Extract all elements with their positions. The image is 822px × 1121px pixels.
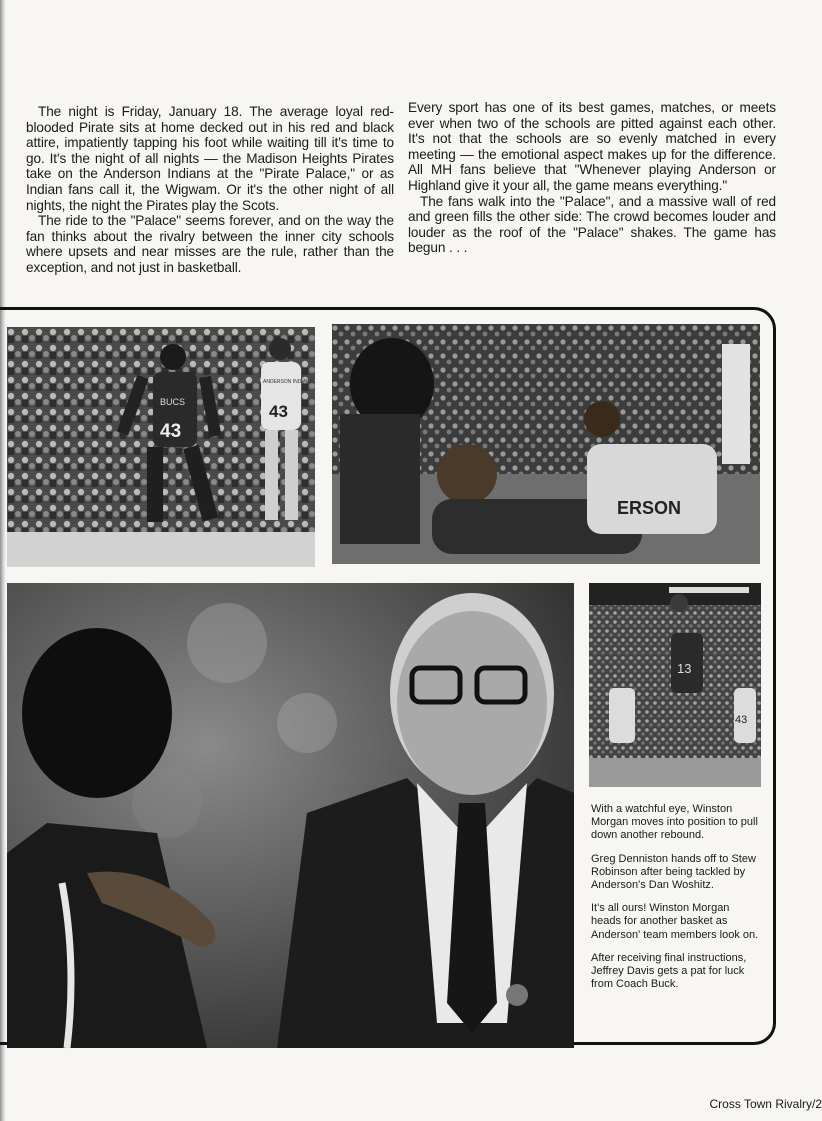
paragraph-2: The ride to the "Palace" seems forever, and on the way the fan thinks about the rivalry between the inner city schools where upsets and near misses are the rule, rather than the exception, and not just in basketball. <box>26 213 394 275</box>
caption-coach: After receiving final instructions, Jeffrey Davis gets a pat for luck from Coach Buck. <box>591 951 747 991</box>
jersey-anderson-text: ANDERSON INDIANS <box>263 379 314 385</box>
article-right-column <box>408 100 776 256</box>
jersey-number-13: 13 <box>677 661 692 676</box>
photo-captions <box>591 803 761 1001</box>
photo-rebound-position <box>7 327 315 567</box>
jersey-bucs-text: BUCS <box>160 397 186 407</box>
paragraph-4: The fans walk into the "Palace", and a massive wall of red and green fills the other side: The crowd becomes louder and louder as the roof of the "Palace" shakes. The game has begun . . . <box>408 193 776 256</box>
paragraph-1: The night is Friday, January 18. The average loyal red-blooded Pirate sits at home decked out in his red and black attire, impatiently tapping his foot while waiting till it's time to go. It's the night of all nights — the Madison Heights Pirates take on the Anderson Indians at the "Pirate Palace," or as Indian fans call it, the Wigwam. Or it's the other night of all nights, the night the Pirates play the Scots. <box>26 104 394 213</box>
photo-floor-scramble <box>332 324 760 564</box>
jersey-number-43: 43 <box>735 714 748 726</box>
jersey-number-43-light: 43 <box>269 402 288 421</box>
photo-rebound-image <box>7 327 315 567</box>
photo-coach-instructions <box>7 583 574 1048</box>
page-footer: Cross Town Rivalry/2 <box>709 1097 822 1111</box>
photo-scramble-image <box>332 324 760 564</box>
caption-rebound: With a watchful eye, Winston Morgan moves into position to pull down another rebound. <box>591 803 758 842</box>
caption-basket: It's all ours! Winston Morgan heads for another basket as Anderson' team members look on. <box>591 902 759 941</box>
article-left-column <box>26 104 394 276</box>
jersey-number-43-dark: 43 <box>160 421 182 442</box>
caption-handoff: Greg Denniston hands off to Stew Robinson after being tackled by Anderson's Dan Woshitz. <box>591 852 756 892</box>
jersey-anderson-partial: ERSON <box>617 498 682 518</box>
photo-basket-shot <box>589 583 761 787</box>
photo-basket-image <box>589 583 761 787</box>
photo-coach-image <box>7 583 574 1048</box>
paragraph-3: Every sport has one of its best games, matches, or meets ever when two of the schools are pitted against each other. It's not that the schools are so evenly matched in every meeting — the emotional aspect makes up for the difference. All MH fans believe that "Whenever playing Anderson or Highland give it your all, the game means everything." <box>408 100 776 193</box>
